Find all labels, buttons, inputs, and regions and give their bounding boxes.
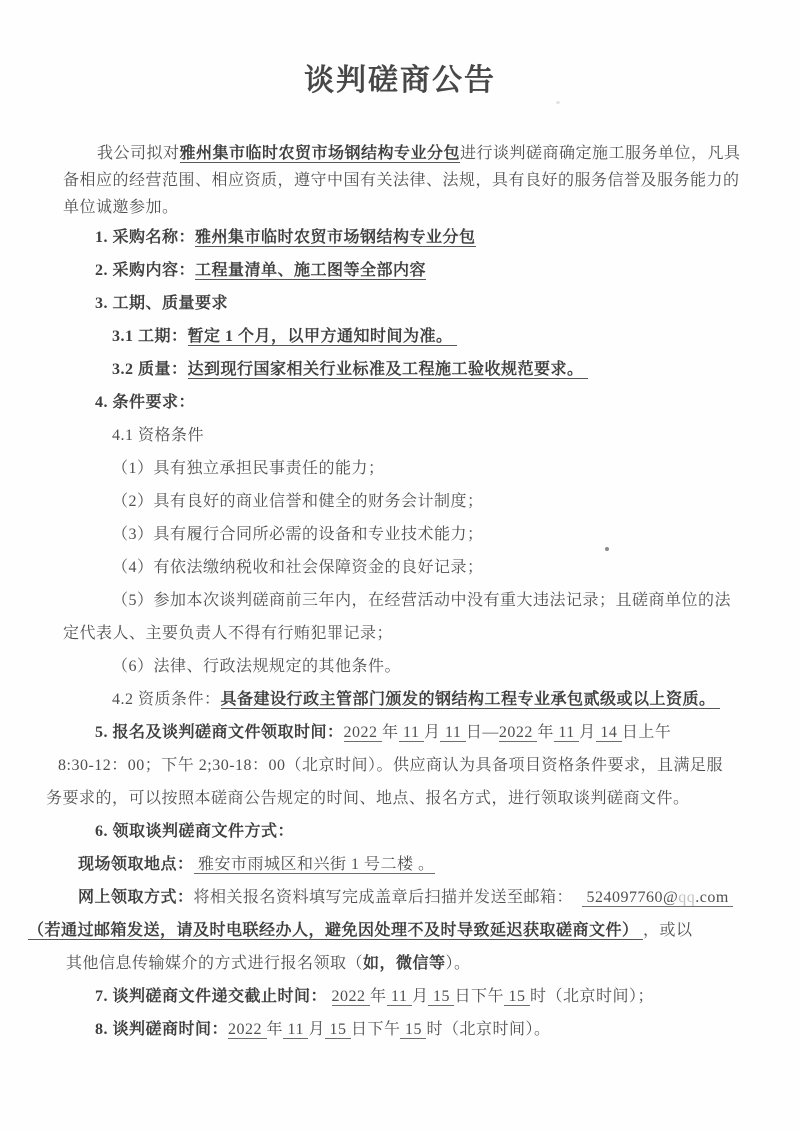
text-line (0, 386, 800, 419)
text-segment: 日下午 (350, 1021, 401, 1038)
text-segment: 时（北京时间）。 (426, 1021, 551, 1038)
underlined-text: 15 (324, 1021, 351, 1038)
underlined-text: 达到现行国家相关行业标准及工程施工验收规范要求。 (187, 361, 589, 378)
text-segment: 4.2 资质条件： (112, 691, 221, 708)
text-line (0, 551, 800, 584)
underlined-text: 14 (595, 724, 622, 741)
text-line (0, 194, 800, 221)
underlined-text: 15 (400, 1021, 427, 1038)
text-segment: 4.1 资格条件 (112, 427, 205, 444)
text-segment: 年 (537, 724, 554, 741)
text-segment: 年 (382, 724, 399, 741)
underlined-text: .com (695, 889, 734, 906)
document-title: 谈判磋商公告 (304, 64, 496, 97)
text-line (0, 947, 800, 980)
text-segment: 5. 报名及谈判磋商文件领取时间： (95, 724, 344, 741)
text-segment: 时（北京时间）； (529, 988, 654, 1005)
text-segment: 如，微信等 (363, 955, 446, 972)
text-line (0, 617, 800, 650)
underlined-text: 11 (386, 988, 412, 1005)
text-segment: 月 (579, 724, 596, 741)
underlined-text: 2022 (343, 724, 383, 741)
text-segment: 8. 谈判磋商时间： (95, 1021, 229, 1038)
text-line (0, 815, 800, 848)
text-segment: 8:30-12：00；下午 2;30-18：00（北京时间）。供应商认为具备项目资格条件要求，且满足服 (58, 757, 724, 774)
text-line (0, 782, 800, 815)
text-segment: 年 (370, 988, 387, 1005)
text-line (0, 749, 800, 782)
text-segment: （2）具有良好的商业信誉和健全的财务会计制度； (112, 493, 484, 510)
text-segment: 日— (465, 724, 499, 741)
text-line (0, 1013, 800, 1046)
text-line (0, 848, 800, 881)
text-segment: 3.1 工期： (112, 328, 188, 345)
underlined-text: 暂定 1 个月，以甲方通知时间为准。 (187, 328, 458, 345)
text-segment: （1）具有独立承担民事责任的能力； (112, 460, 385, 477)
text-segment: 月 (411, 988, 429, 1005)
underlined-text: 工程量清单、施工图等全部内容 (195, 262, 427, 279)
text-line (0, 518, 800, 551)
text-segment: 1. 采购名称： (95, 229, 196, 246)
text-segment: 月 (308, 1021, 325, 1038)
underlined-text: 2022 (331, 988, 371, 1005)
text-segment: （5）参加本次谈判磋商前三年内，在经营活动中没有重大违法记录；且磋商单位的法 (112, 592, 732, 609)
text-segment: 月 (423, 724, 441, 741)
underlined-text: qq (678, 889, 696, 906)
underlined-text: 11 (398, 724, 424, 741)
underlined-text: 11 (553, 724, 580, 741)
text-line (0, 254, 800, 287)
text-segment: （6）法律、行政法规规定的其他条件。 (112, 658, 402, 675)
scan-artifact-dot (605, 547, 609, 551)
underlined-text: 2022 (228, 1021, 267, 1038)
underlined-text: 11 (283, 1021, 309, 1038)
text-line (0, 716, 800, 749)
text-line (0, 881, 800, 914)
text-segment (573, 889, 582, 906)
underlined-text: 具备建设行政主管部门颁发的钢结构工程专业承包贰级或以上资质。 (220, 691, 721, 708)
underlined-text: 雅州集市临时农贸市场钢结构专业分包 (179, 145, 461, 162)
text-segment: 其他信息传输媒介的方式进行报名领取（ (66, 955, 364, 972)
underlined-text: 2022 (498, 724, 538, 741)
text-segment: 网上领取方式： (78, 889, 194, 906)
text-segment: ）。 (445, 955, 471, 972)
text-line (0, 287, 800, 320)
text-line (0, 167, 800, 194)
text-segment: 3. 工期、质量要求 (95, 295, 229, 312)
text-segment: 日上午 (621, 724, 672, 741)
underlined-text: 雅安市雨城区和兴街 1 号二楼 。 (193, 856, 435, 873)
underlined-text: 524097760@ (582, 889, 679, 906)
text-segment: 7. 谈判磋商文件递交截止时间： (95, 988, 328, 1005)
text-line (0, 485, 800, 518)
text-line (0, 914, 800, 947)
text-segment: 年 (266, 1021, 284, 1038)
text-line (0, 320, 800, 353)
text-segment: 定代表人、主要负责人不得有行贿犯罪记录； (63, 625, 394, 642)
underlined-text: 15 (428, 988, 455, 1005)
underlined-text: 11 (440, 724, 466, 741)
text-line (0, 452, 800, 485)
text-segment: 4. 条件要求： (95, 394, 196, 411)
text-segment: 现场领取地点： (78, 856, 194, 873)
document-body (0, 140, 800, 1046)
text-segment (327, 988, 332, 1005)
text-line (0, 353, 800, 386)
text-segment: 单位诚邀参加。 (63, 199, 179, 216)
text-segment: 将相关报名资料填写完成盖章后扫描并发送至邮箱： (193, 889, 574, 906)
text-line (0, 683, 800, 716)
text-line (0, 980, 800, 1013)
text-segment: 2. 采购内容： (95, 262, 196, 279)
text-line (0, 419, 800, 452)
text-line (0, 221, 800, 254)
text-segment: （3）具有履行合同所必需的设备和专业技术能力； (112, 526, 484, 543)
text-line (0, 650, 800, 683)
text-segment: 3.2 质量： (112, 361, 188, 378)
text-segment: ，或以 (643, 922, 693, 939)
text-segment: 备相应的经营范围、相应资质，遵守中国有关法律、法规，具有良好的服务信誉及服务能力的 (63, 172, 740, 189)
underlined-text: 雅州集市临时农贸市场钢结构专业分包 (195, 229, 476, 246)
underlined-text: （若通过邮箱发送，请及时电联经办人，避免因处理不及时导致延迟获取磋商文件） (28, 922, 644, 939)
underlined-text: 15 (503, 988, 530, 1005)
text-segment: 我公司拟对 (97, 145, 180, 162)
scan-artifact-smudge (556, 101, 560, 104)
text-segment: （4）有依法缴纳税收和社会保障资金的良好记录； (112, 559, 484, 576)
text-line (0, 140, 800, 167)
text-segment: 务要求的，可以按照本磋商公告规定的时间、地点、报名方式，进行领取谈判磋商文件。 (46, 790, 690, 807)
text-segment: 6. 领取谈判磋商文件方式： (95, 823, 295, 840)
text-segment: 进行谈判磋商确定施工服务单位，凡具 (460, 145, 741, 162)
text-line (0, 584, 800, 617)
text-segment: 日下午 (454, 988, 504, 1005)
